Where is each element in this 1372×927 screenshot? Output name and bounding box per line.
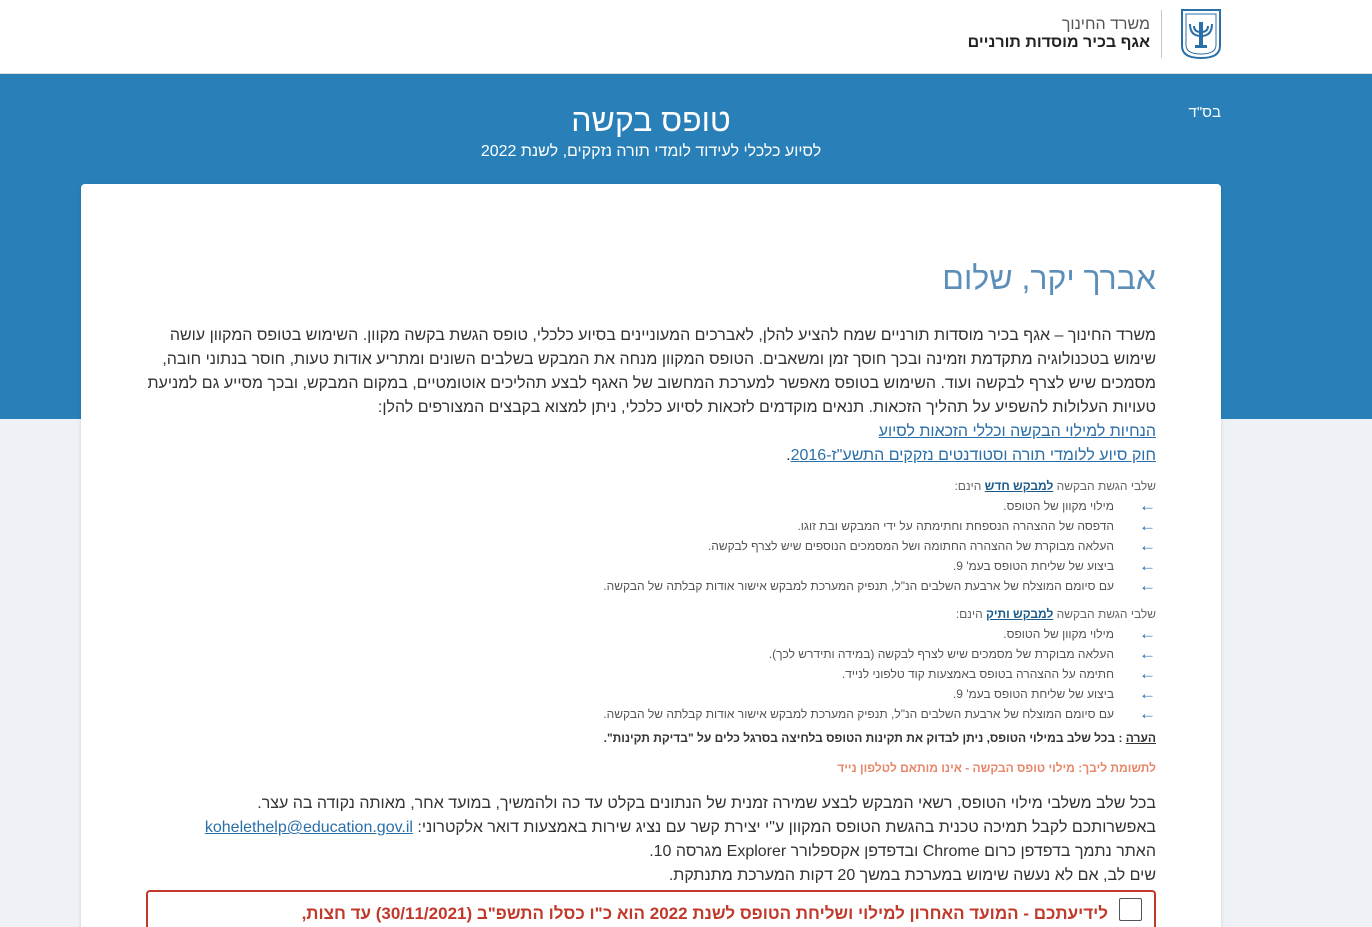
intro-section xyxy=(146,324,1156,888)
list-item xyxy=(146,496,1156,516)
arrow-left-icon: ← xyxy=(1139,496,1156,515)
list-item xyxy=(146,684,1156,704)
list-item xyxy=(146,556,1156,576)
law-link[interactable]: חוק סיוע ללומדי תורה וסטודנטים נזקקים התשע"ז-2016 xyxy=(790,447,1156,464)
steps-title-prefix: שלבי הגשת הבקשה xyxy=(1053,607,1156,621)
step-text: חתימה על ההצהרה בטופס באמצעות קוד טלפוני לנייד. xyxy=(841,667,1114,681)
arrow-left-icon: ← xyxy=(1139,644,1156,663)
support-email-link[interactable]: kohelethelp@education.gov.il xyxy=(204,819,413,836)
deadline-acknowledge-checkbox[interactable] xyxy=(1119,898,1142,921)
arrow-left-icon: ← xyxy=(1139,576,1156,595)
step-text: העלאה מבוקרת של ההצהרה החתומה ושל המסמכים הנוספים שיש לצרף לבקשה. xyxy=(707,539,1114,553)
arrow-left-icon: ← xyxy=(1139,684,1156,703)
arrow-left-icon: ← xyxy=(1139,664,1156,683)
arrow-left-icon: ← xyxy=(1139,624,1156,643)
step-text: מילוי מקוון של הטופס. xyxy=(1003,627,1114,641)
state-emblem-icon xyxy=(1180,8,1222,60)
save-info-text: בכל שלב משלבי מילוי הטופס, רשאי המבקש לבצע שמירה זמנית של הנתונים בקלט עד כה ולהמשיך, במועד אחר, מאותה נקודה בה עצר. xyxy=(257,795,1156,812)
list-item xyxy=(146,644,1156,664)
form-subtitle: לסיוע כלכלי לעידוד לומדי תורה נזקקים, לשנת 2022 xyxy=(480,143,822,160)
step-text: ביצוע של שליחת הטופס בעמ' 9. xyxy=(952,559,1114,573)
steps-title-suffix: הינם: xyxy=(955,607,987,621)
ministry-name: משרד החינוך xyxy=(1061,16,1150,33)
list-item xyxy=(146,536,1156,556)
step-text: העלאה מבוקרת של מסמכים שיש לצרף לבקשה (במידה ותידרש לכך). xyxy=(768,647,1114,661)
new-applicant-steps xyxy=(146,496,1156,596)
intro-text: משרד החינוך – אגף בכיר מוסדות תורניים שמח להציע להלן, לאברכים המעוניינים בסיוע כלכלי, טופס הגשת בקשה מקוון. השימוש בטופס המקוון עושה שימוש בטכנולוגיה מתקדמת וזמינה ובכך חוסך זמן ומשאבים. הטופס המקוון מנחה את המבקש בשלבים השונים ומתריע אודות טעות, חוסר בנתוני חובה, מסמכים שיש לצרף לבקשה ועוד. השימוש בטופס מאפשר למערכת המחשוב של האגף לבצע תהליכים אוטומטיים, במקום המבקש, ובכך מסייע גם למניעת טעויות העלולות להשפיע על תהליך הזכאות. תנאים מוקדמים לזכאות לסיוע כלכלי, ניתן למצוא בקבצים המצורפים להלן: xyxy=(147,327,1156,416)
greeting-heading: אברך יקר, שלום xyxy=(942,260,1156,296)
bsd-label: בס"ד xyxy=(1188,104,1221,121)
arrow-left-icon: ← xyxy=(1139,704,1156,723)
deadline-text: לידיעתכם - המועד האחרון למילוי ושליחת הטופס לשנת 2022 הוא כ"ו כסלו התשפ"ב (30/11/2021) עד חצות, xyxy=(301,904,1108,923)
department-name: אגף בכיר מוסדות תורניים xyxy=(967,34,1150,51)
step-text: מילוי מקוון של הטופס. xyxy=(1003,499,1114,513)
law-link-suffix: . xyxy=(786,447,791,464)
guidelines-link[interactable]: הנחיות למילוי הבקשה וכללי הזכאות לסיוע xyxy=(878,423,1156,440)
timeout-info-text: שים לב, אם לא נעשה שימוש במערכת במשך 20 דקות המערכת מתנתקת. xyxy=(668,867,1156,884)
note-text: : בכל שלב במילוי הטופס, ניתן לבדוק את תקינות הטופס בלחיצה בסרגל כלים על "בדיקת תקינות". xyxy=(603,731,1126,745)
steps-title-prefix: שלבי הגשת הבקשה xyxy=(1053,479,1156,493)
arrow-left-icon: ← xyxy=(1139,556,1156,575)
mobile-warning: לתשומת ליבך: מילוי טופס הבקשה - אינו מותאם לטלפון נייד xyxy=(837,761,1156,775)
new-applicant-link[interactable]: למבקש חדש xyxy=(984,479,1054,493)
deadline-alert xyxy=(146,890,1156,927)
list-item xyxy=(146,624,1156,644)
new-applicant-steps-title xyxy=(146,476,1156,496)
top-header xyxy=(0,0,1372,74)
list-item xyxy=(146,576,1156,596)
step-text: עם סיומם המוצלח של ארבעת השלבים הנ"ל, תנפיק המערכת למבקש אישור אודות קבלתה של הבקשה. xyxy=(603,707,1114,721)
step-text: עם סיומם המוצלח של ארבעת השלבים הנ"ל, תנפיק המערכת למבקש אישור אודות קבלתה של הבקשה. xyxy=(603,579,1114,593)
list-item xyxy=(146,704,1156,724)
list-item xyxy=(146,664,1156,684)
browser-info-text: האתר נתמך בדפדפן כרום Chrome ובדפדפן אקספלורר Explorer מגרסה 10. xyxy=(649,843,1156,860)
form-title: טופס בקשה xyxy=(571,102,731,138)
step-text: ביצוע של שליחת הטופס בעמ' 9. xyxy=(952,687,1114,701)
arrow-left-icon: ← xyxy=(1139,536,1156,555)
arrow-left-icon: ← xyxy=(1139,516,1156,535)
support-text: באפשרותכם לקבל תמיכה טכנית בהגשת הטופס המקוון ע"י יצירת קשר עם נציג שירות באמצעות דואר אלקטרוני: xyxy=(412,819,1156,836)
list-item xyxy=(146,516,1156,536)
support-info xyxy=(146,816,1156,840)
step-text: הדפסה של ההצהרה הנספחת וחתימתה על ידי המבקש ובת זוגו. xyxy=(797,519,1114,533)
header-divider xyxy=(1161,10,1162,58)
note-label: הערה xyxy=(1125,731,1156,745)
info-section xyxy=(146,792,1156,888)
validation-note xyxy=(146,728,1156,748)
returning-applicant-link[interactable]: למבקש ותיק xyxy=(986,607,1054,621)
returning-applicant-steps xyxy=(146,624,1156,724)
returning-applicant-steps-title xyxy=(146,604,1156,624)
content-card xyxy=(81,184,1221,927)
steps-title-suffix: הינם: xyxy=(954,479,985,493)
